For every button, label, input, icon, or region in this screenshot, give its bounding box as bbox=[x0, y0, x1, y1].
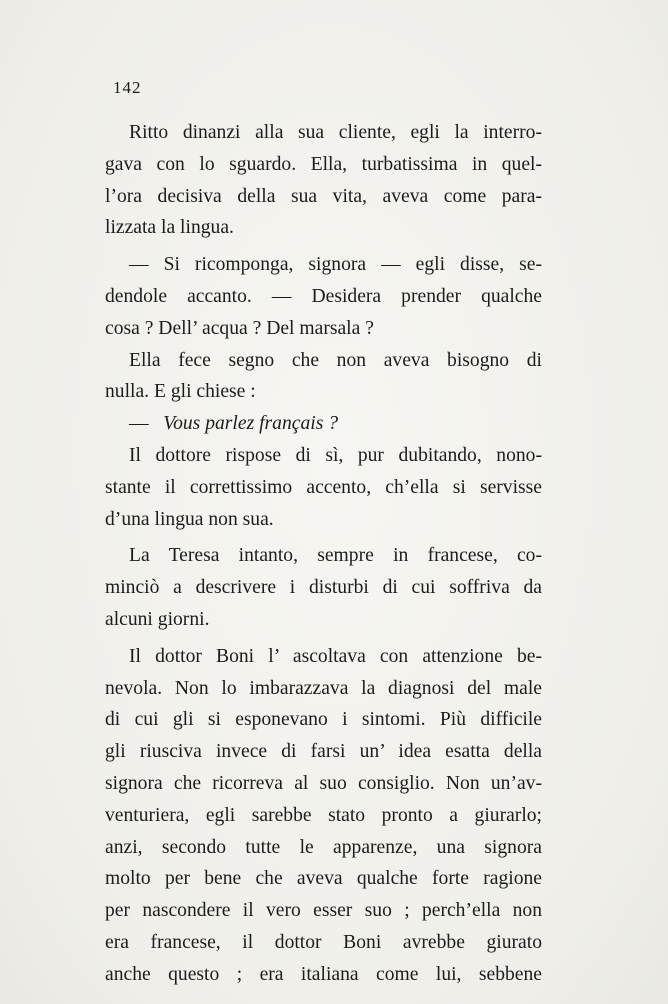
text-line: nulla. E gli chiese : bbox=[105, 381, 256, 403]
text-line: Il dottore rispose di sì, pur dubitando, nono- bbox=[129, 444, 542, 466]
paragraph bbox=[105, 641, 542, 991]
body-text bbox=[105, 117, 542, 991]
text-line: cosa ? Dell’ acqua ? Del marsala ? bbox=[105, 317, 374, 339]
paragraph bbox=[105, 345, 542, 409]
paragraph bbox=[105, 408, 542, 440]
text-line: alcuni giorni. bbox=[105, 608, 210, 630]
text-line: Il dottor Boni l’ ascoltava con attenzione be- bbox=[129, 645, 542, 667]
text-line: lizzata la lingua. bbox=[105, 217, 234, 239]
text-line: per nascondere il vero esser suo ; perch’ella non bbox=[105, 900, 542, 922]
text-line: anzi, secondo tutte le apparenze, una signora bbox=[105, 836, 542, 858]
text-line: gava con lo sguardo. Ella, turbatissima in quel- bbox=[105, 153, 542, 175]
italic-question: Vous parlez français ? bbox=[163, 413, 339, 435]
text-line: La Teresa intanto, sempre in francese, co- bbox=[129, 545, 542, 567]
text-line: signora che ricorreva al suo consiglio. Non un’av- bbox=[105, 772, 542, 794]
text-line: di cui gli si esponevano i sintomi. Più difficile bbox=[105, 709, 542, 731]
text-line: d’una lingua non sua. bbox=[105, 508, 274, 530]
paragraph bbox=[105, 249, 542, 344]
paragraph bbox=[105, 540, 542, 635]
text-line bbox=[105, 408, 542, 440]
text-line: venturiera, egli sarebbe stato pronto a giurarlo; bbox=[105, 804, 542, 826]
text-line: anche questo ; era italiana come lui, sebbene bbox=[105, 963, 542, 985]
text-line: — Si ricomponga, signora — egli disse, se- bbox=[129, 254, 542, 276]
text-line: dendole accanto. — Desidera prender qualche bbox=[105, 285, 542, 307]
text-line: era francese, il dottor Boni avrebbe giurato bbox=[105, 931, 542, 953]
text-line: stante il correttissimo accento, ch’ella si servisse bbox=[105, 476, 542, 498]
text-line: Ritto dinanzi alla sua cliente, egli la interro- bbox=[129, 122, 542, 143]
paragraph bbox=[105, 440, 542, 535]
text-line: molto per bene che aveva qualche forte ragione bbox=[105, 868, 542, 890]
dialogue-dash: — bbox=[129, 413, 149, 435]
page-number: 142 bbox=[113, 78, 142, 97]
text-line: nevola. Non lo imbarazzava la diagnosi del male bbox=[105, 677, 542, 699]
text-line: minciò a descrivere i disturbi di cui soffriva da bbox=[105, 577, 542, 599]
text-line: gli riusciva invece di farsi un’ idea esatta della bbox=[105, 741, 542, 763]
paragraph bbox=[105, 117, 542, 244]
text-line: Ella fece segno che non aveva bisogno di bbox=[129, 349, 542, 371]
text-line: l’ora decisiva della sua vita, aveva come para- bbox=[105, 185, 542, 207]
